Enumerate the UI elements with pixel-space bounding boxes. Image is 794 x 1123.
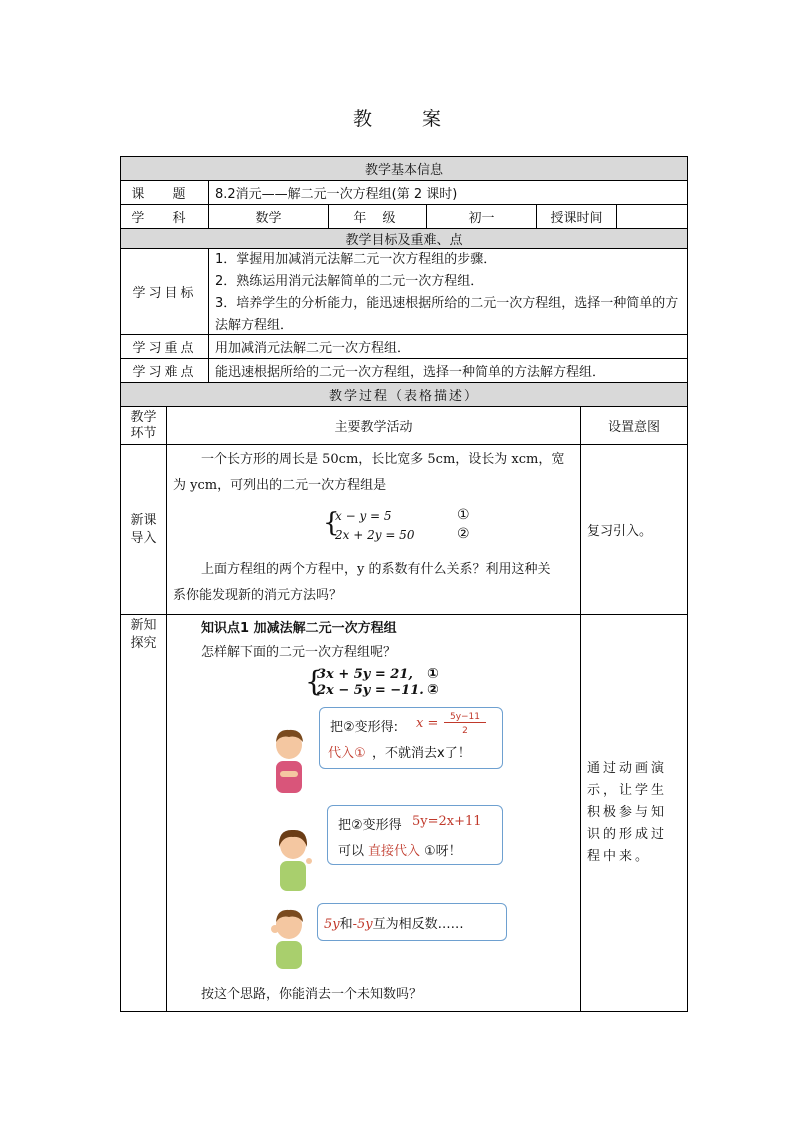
objectives-list <box>208 248 688 334</box>
goals-heading: 教学目标及重难、点 <box>120 228 688 248</box>
objective-item: 3．培养学生的分析能力，能迅速根据所给的二元一次方程组，选择一种简单的方法解方程组． <box>215 296 679 333</box>
speech-bubble-3 <box>317 903 507 941</box>
col-activity-header: 主要教学活动 <box>166 406 580 444</box>
bubble-2-tail: ①呀！ <box>424 844 462 859</box>
intro-stage: 新课导入 <box>120 444 166 614</box>
bubble-2-text: 把②变形得 <box>338 818 402 833</box>
brace-icon: { <box>323 508 340 538</box>
explore-equation-1: 3x + 5y = 21, <box>317 667 413 682</box>
bubble-3-term-a: 5y <box>324 917 340 932</box>
speech-bubble-1 <box>319 707 503 769</box>
intro-text-line: 为 ycm，可列出的二元一次方程组是 <box>173 478 387 493</box>
process-columns-row <box>120 406 688 444</box>
subject-row <box>120 204 688 228</box>
explore-activity <box>166 614 580 1011</box>
topic-label: 课 题 <box>120 180 208 204</box>
bubble-3-text <box>324 913 464 932</box>
bubble-1-tail: ，不就消去x了！ <box>372 746 471 761</box>
bubble-2-prefix: 可以 <box>338 844 365 859</box>
intro-equation-2: 2x + 2y = 50 <box>335 528 415 542</box>
bubble-1-x: x = <box>416 716 439 731</box>
bubble-3-and: 和 <box>339 917 353 932</box>
explore-stage: 新知探究 <box>120 614 166 1011</box>
girl-avatar-icon <box>273 827 313 893</box>
bubble-1-denominator: 2 <box>462 726 468 736</box>
intro-row <box>120 444 688 614</box>
grade-label: 年 级 <box>328 204 426 228</box>
bubble-1-red-text: 代入① <box>328 746 366 761</box>
key-point-row <box>120 334 688 358</box>
col-stage-header: 教学环节 <box>120 406 166 444</box>
objective-item: 2．熟练运用消元法解简单的二元一次方程组． <box>215 274 484 289</box>
key-point-label: 学习重点 <box>120 334 208 358</box>
intro-question-line: 上面方程组的两个方程中，y 的系数有什么关系？利用这种关 <box>201 562 551 577</box>
closing-question: 按这个思路，你能消去一个未知数吗？ <box>201 987 423 1002</box>
bubble-2-equation: 5y=2x+11 <box>412 814 482 829</box>
bubble-1-numerator: 5y−11 <box>444 712 486 723</box>
explore-equation-2: 2x − 5y = −11. <box>317 683 424 698</box>
explore-row <box>120 614 688 1012</box>
page-title: 教 案 <box>352 108 464 130</box>
intro-equation-1-mark: ① <box>457 507 470 523</box>
col-intent-header: 设置意图 <box>580 406 688 444</box>
explore-intent: 通过动画演示，让学生积极参与知识的形成过程中来。 <box>580 614 688 1011</box>
intro-intent: 复习引入。 <box>580 444 688 614</box>
key-point-value: 用加减消元法解二元一次方程组． <box>208 334 688 358</box>
difficulty-row <box>120 358 688 382</box>
difficulty-value: 能迅速根据所给的二元一次方程组，选择一种简单的方法解方程组． <box>208 358 688 382</box>
bubble-3-term-b: -5y <box>352 917 373 932</box>
intro-equation-2-mark: ② <box>457 526 470 542</box>
intro-equation-1: x − y = 5 <box>335 509 392 523</box>
intro-question-line: 系你能发现新的消元方法吗？ <box>173 588 343 603</box>
brace-icon: { <box>305 665 323 698</box>
subject-value: 数学 <box>208 204 328 228</box>
objectives-label: 学习目标 <box>120 248 208 334</box>
explore-equation-1-mark: ① <box>427 666 439 682</box>
thinking-boy-avatar-icon <box>267 907 311 971</box>
basic-info-header-row <box>120 156 688 180</box>
explore-equation-2-mark: ② <box>427 682 439 698</box>
intro-activity <box>166 444 580 614</box>
speech-bubble-2 <box>327 805 503 865</box>
intro-text-line: 一个长方形的周长是 50cm，长比宽多 5cm，设长为 xcm，宽 <box>201 452 565 467</box>
boy-avatar-icon <box>269 727 309 797</box>
process-header-row <box>120 382 688 406</box>
topic-value: 8.2消元——解二元一次方程组(第 2 课时) <box>208 180 688 204</box>
objective-item: 1．掌握用加减消元法解二元一次方程组的步骤． <box>215 252 497 267</box>
process-heading: 教学过程（表格描述） <box>120 382 688 406</box>
bubble-1-text: 把②变形得: <box>330 720 399 735</box>
bubble-3-tail: 互为相反数…… <box>372 917 464 932</box>
time-value <box>616 204 688 228</box>
grade-value: 初一 <box>426 204 536 228</box>
difficulty-label: 学习难点 <box>120 358 208 382</box>
objectives-row <box>120 248 688 334</box>
knowledge-point-title: 知识点1 加减法解二元一次方程组 <box>201 621 397 636</box>
subject-label: 学 科 <box>120 204 208 228</box>
time-label: 授课时间 <box>536 204 616 228</box>
explore-question: 怎样解下面的二元一次方程组呢？ <box>201 645 397 660</box>
bubble-2-red-text: 直接代入 <box>368 844 421 859</box>
topic-row <box>120 180 688 204</box>
basic-info-heading: 教学基本信息 <box>120 156 688 180</box>
goals-header-row <box>120 228 688 248</box>
